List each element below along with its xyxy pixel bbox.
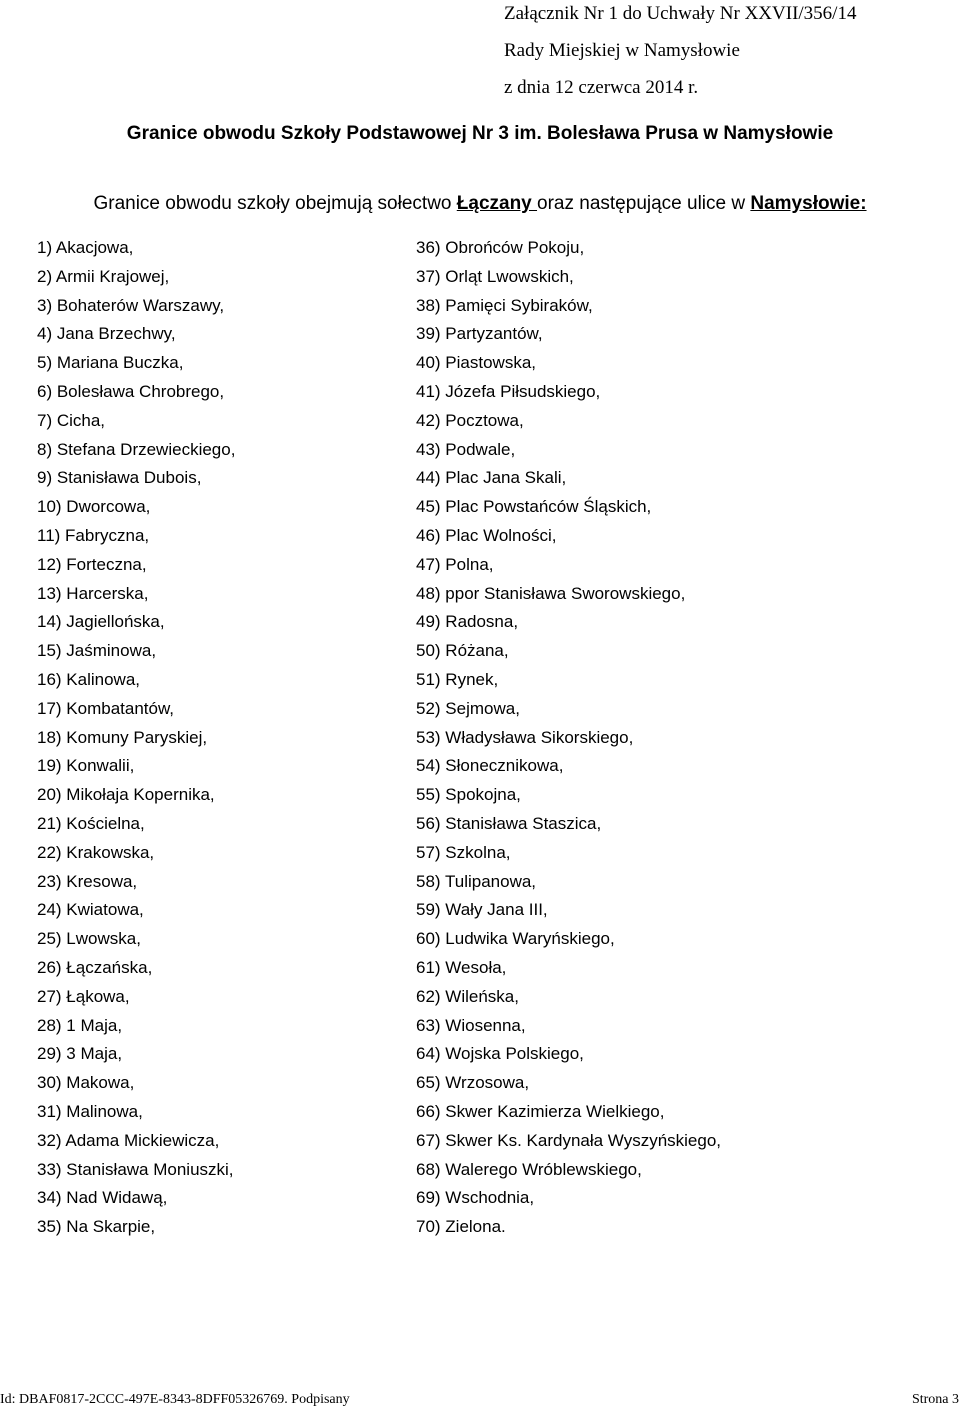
street-list-item: 49) Radosna, xyxy=(416,612,519,632)
street-list-item: 70) Zielona. xyxy=(416,1217,506,1237)
street-list-item: 12) Forteczna, xyxy=(37,554,147,574)
street-list-item: 42) Pocztowa, xyxy=(416,410,524,430)
street-list-item: 2) Armii Krajowej, xyxy=(37,266,170,286)
street-list-item: 18) Komuny Paryskiej, xyxy=(37,727,208,747)
street-list-item: 16) Kalinowa, xyxy=(37,669,141,689)
street-list-item: 10) Dworcowa, xyxy=(37,497,151,517)
street-list-item: 68) Walerego Wróblewskiego, xyxy=(416,1159,642,1179)
street-list-item: 65) Wrzosowa, xyxy=(416,1073,530,1093)
intro-text-start: Granice obwodu szkoły obejmują sołectwo xyxy=(93,193,457,214)
street-list-item: 35) Na Skarpie, xyxy=(37,1217,156,1237)
street-list-item: 24) Kwiatowa, xyxy=(37,900,144,920)
street-list-item: 64) Wojska Polskiego, xyxy=(416,1044,584,1064)
street-list-item: 34) Nad Widawą, xyxy=(37,1188,168,1208)
street-list-item: 48) ppor Stanisława Sworowskiego, xyxy=(416,583,686,603)
street-list-item: 33) Stanisława Moniuszki, xyxy=(37,1159,234,1179)
street-list-item: 28) 1 Maja, xyxy=(37,1015,123,1035)
street-list-item: 39) Partyzantów, xyxy=(416,324,543,344)
street-list-item: 14) Jagiellońska, xyxy=(37,612,165,632)
header-council-line: Rady Miejskiej w Namysłowie xyxy=(504,40,740,61)
street-list-item: 51) Rynek, xyxy=(416,669,499,689)
street-list-item: 8) Stefana Drzewieckiego, xyxy=(37,439,236,459)
street-list-item: 52) Sejmowa, xyxy=(416,698,520,718)
street-list-item: 5) Mariana Buczka, xyxy=(37,353,184,373)
street-list-item: 60) Ludwika Waryńskiego, xyxy=(416,929,615,949)
street-list-item: 43) Podwale, xyxy=(416,439,516,459)
street-list-item: 27) Łąkowa, xyxy=(37,986,130,1006)
street-list-item: 40) Piastowska, xyxy=(416,353,536,373)
header-date-line: z dnia 12 czerwca 2014 r. xyxy=(504,77,699,98)
street-list-item: 7) Cicha, xyxy=(37,410,106,430)
street-list-item: 58) Tulipanowa, xyxy=(416,871,537,891)
street-list-item: 37) Orląt Lwowskich, xyxy=(416,266,574,286)
street-list-item: 9) Stanisława Dubois, xyxy=(37,468,202,488)
street-list-item: 21) Kościelna, xyxy=(37,813,145,833)
street-list-item: 25) Lwowska, xyxy=(37,929,141,949)
street-list-item: 13) Harcerska, xyxy=(37,583,149,603)
street-list-item: 36) Obrońców Pokoju, xyxy=(416,238,585,257)
street-list-item: 4) Jana Brzechwy, xyxy=(37,324,176,344)
street-list-item: 57) Szkolna, xyxy=(416,842,511,862)
street-list-item: 55) Spokojna, xyxy=(416,785,521,805)
street-list-item: 67) Skwer Ks. Kardynała Wyszyńskiego, xyxy=(416,1130,722,1150)
street-list-item: 62) Wileńska, xyxy=(416,986,519,1006)
street-list-item: 47) Polna, xyxy=(416,554,494,574)
street-list-item: 59) Wały Jana III, xyxy=(416,900,548,920)
street-list-item: 45) Plac Powstańców Śląskich, xyxy=(416,497,652,517)
document-title: Granice obwodu Szkoły Podstawowej Nr 3 im. Bolesława Prusa w Namysłowie xyxy=(126,123,834,144)
street-list-item: 41) Józefa Piłsudskiego, xyxy=(416,381,601,401)
street-list-item: 26) Łączańska, xyxy=(37,957,153,977)
street-list-item: 29) 3 Maja, xyxy=(37,1044,123,1064)
street-list-item: 38) Pamięci Sybiraków, xyxy=(416,295,593,315)
street-list-item: 30) Makowa, xyxy=(37,1073,135,1093)
page-number: Strona 3 xyxy=(911,1392,959,1407)
street-list-item: 44) Plac Jana Skali, xyxy=(416,468,567,488)
street-list-item: 63) Wiosenna, xyxy=(416,1015,526,1035)
street-list-item: 20) Mikołaja Kopernika, xyxy=(37,785,215,805)
street-list-item: 53) Władysława Sikorskiego, xyxy=(416,727,634,747)
document-id-footer: Id: DBAF0817-2CCC-497E-8343-8DFF05326769. Podpisany xyxy=(0,1392,350,1407)
street-list-item: 46) Plac Wolności, xyxy=(416,525,557,545)
street-list-item: 17) Kombatantów, xyxy=(37,698,175,718)
street-list-item: 22) Krakowska, xyxy=(37,842,155,862)
street-list-item: 66) Skwer Kazimierza Wielkiego, xyxy=(416,1101,665,1121)
intro-paragraph xyxy=(0,193,960,215)
street-list-left xyxy=(37,234,235,1242)
street-list-item: 1) Akacjowa, xyxy=(37,238,134,257)
street-list-item: 69) Wschodnia, xyxy=(416,1188,535,1208)
street-list-item: 56) Stanisława Staszica, xyxy=(416,813,602,833)
street-list-item: 19) Konwalii, xyxy=(37,756,135,776)
street-list-item: 54) Słonecznikowa, xyxy=(416,756,564,776)
header-attachment-line: Załącznik Nr 1 do Uchwały Nr XXVII/356/14 xyxy=(504,3,857,24)
street-list-item: 32) Adama Mickiewicza, xyxy=(37,1130,220,1150)
street-list-item: 50) Różana, xyxy=(416,641,509,661)
street-list-item: 11) Fabryczna, xyxy=(37,525,150,545)
street-list-item: 61) Wesoła, xyxy=(416,957,507,977)
street-list-right xyxy=(416,234,721,1242)
intro-text-middle: oraz następujące ulice w xyxy=(537,193,751,214)
town-name: Namysłowie: xyxy=(750,193,867,214)
street-list-item: 15) Jaśminowa, xyxy=(37,641,157,661)
street-list-item: 31) Malinowa, xyxy=(37,1101,143,1121)
street-list-item: 6) Bolesława Chrobrego, xyxy=(37,381,225,401)
street-list-item: 23) Kresowa, xyxy=(37,871,138,891)
street-list-item: 3) Bohaterów Warszawy, xyxy=(37,295,225,315)
village-name: Łączany xyxy=(456,193,538,214)
